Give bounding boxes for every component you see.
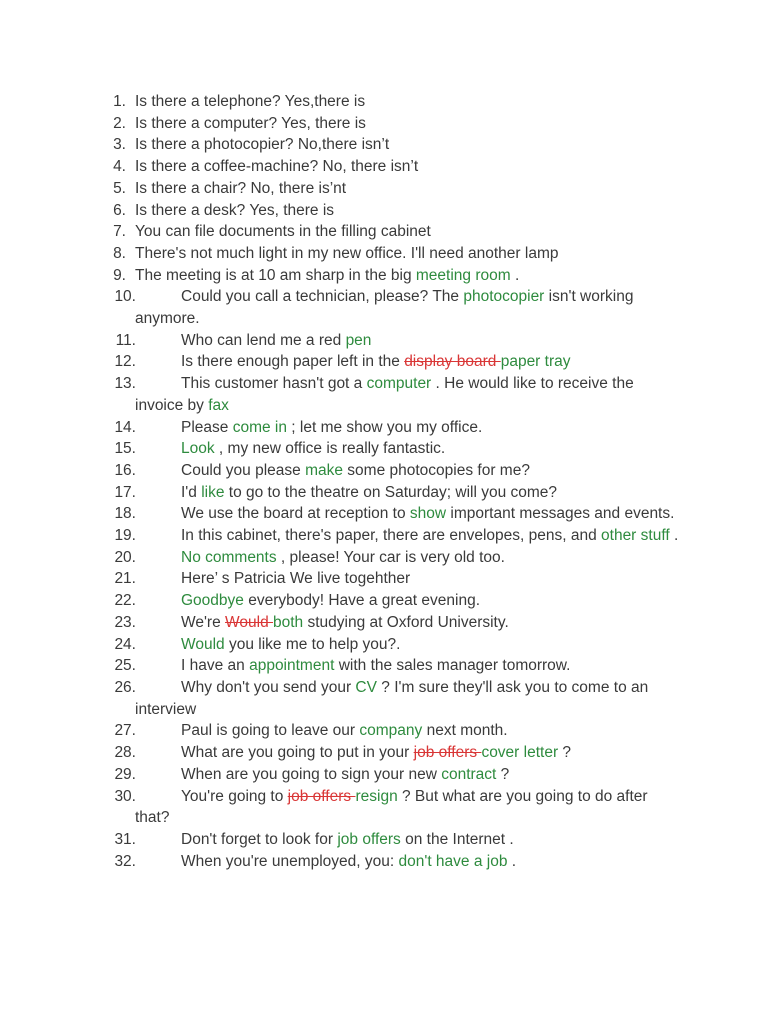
sentence-text: to go to the theatre on Saturday; will you come? [224, 483, 558, 501]
sentence-text: . [507, 852, 517, 870]
sentence-text: Don't forget to look for [181, 830, 338, 848]
answer-text: Would [181, 635, 225, 653]
item-number: 24. [114, 635, 136, 653]
item-text [135, 568, 683, 590]
item-number: 7. [113, 223, 126, 241]
answer-text: show [409, 505, 447, 523]
list-item [0, 243, 768, 265]
list-item [0, 351, 768, 373]
item-text [135, 156, 683, 178]
sentence-text: Who can lend me a red [181, 331, 346, 349]
item-text [135, 113, 683, 135]
sentence-text: next month. [422, 722, 508, 740]
sentence-text: . [669, 527, 679, 545]
item-number: 12. [114, 353, 136, 371]
item-text [135, 417, 683, 439]
item-text [135, 243, 683, 265]
sentence-text: I have an [181, 657, 250, 675]
item-number: 16. [114, 461, 136, 479]
list-item [0, 200, 768, 222]
item-number: 10. [114, 288, 136, 306]
item-number: 15. [114, 440, 136, 458]
struck-answer-text: display board [404, 353, 501, 371]
struck-answer-text: job offers [287, 787, 356, 805]
item-number: 3. [113, 136, 126, 154]
item-number: 17. [114, 483, 136, 501]
item-text [135, 590, 683, 612]
item-text [135, 786, 683, 829]
item-text [135, 200, 683, 222]
list-item [0, 460, 768, 482]
item-text [135, 742, 683, 764]
sentence-text: Is there a telephone? Yes,there is [135, 93, 366, 110]
sentence-text: We use the board at reception to [181, 505, 410, 523]
list-item [0, 482, 768, 504]
sentence-text: ; let me show you my office. [286, 418, 483, 436]
item-number: 6. [113, 201, 126, 219]
list-item [0, 178, 768, 200]
list-item [0, 373, 768, 416]
answer-text: make [305, 461, 343, 479]
sentence-text: , my new office is really fantastic. [214, 440, 446, 458]
answer-text: both [273, 613, 304, 631]
item-number: 18. [114, 505, 136, 523]
item-number: 25. [114, 657, 136, 675]
sentence-text: with the sales manager tomorrow. [334, 657, 571, 675]
answer-text: cover letter [481, 744, 559, 762]
item-text [135, 503, 683, 525]
list-item [0, 677, 768, 720]
item-number: 8. [113, 244, 126, 262]
item-text [135, 482, 683, 504]
item-number: 11. [115, 331, 136, 349]
list-item [0, 720, 768, 742]
answer-text: computer [366, 375, 432, 393]
sentence-text: I'd [181, 483, 202, 501]
answer-text: job offers [337, 830, 401, 848]
sentence-text: Paul is going to leave our [181, 722, 360, 740]
list-item [0, 156, 768, 178]
list-item [0, 786, 768, 829]
list-item [0, 829, 768, 851]
item-number: 26. [114, 678, 136, 696]
item-text [135, 91, 683, 113]
item-number: 19. [114, 527, 136, 545]
struck-answer-text: Would [225, 613, 273, 631]
sentence-text: Please [181, 418, 233, 436]
item-number: 13. [114, 375, 136, 393]
list-item [0, 438, 768, 460]
sentence-text: . He would like to receive the invoice by [135, 375, 634, 414]
item-number: 23. [114, 613, 136, 631]
answer-text: don't have a job [398, 852, 508, 870]
sentence-text: Could you please [181, 461, 306, 479]
item-number: 5. [113, 179, 126, 197]
item-number: 9. [113, 266, 126, 284]
item-text [135, 330, 683, 352]
answer-text: Look [181, 440, 215, 458]
sentence-text: This customer hasn't got a [181, 375, 367, 393]
item-text [135, 612, 683, 634]
sentence-text: Here’ s Patricia We live togehther [181, 570, 411, 588]
answer-text: paper tray [500, 353, 571, 371]
list-item [0, 286, 768, 329]
list-item [0, 655, 768, 677]
item-text [135, 634, 683, 656]
sentence-text: ? [558, 744, 572, 762]
item-text [135, 764, 683, 786]
item-number: 4. [113, 158, 126, 176]
item-text [135, 720, 683, 742]
sentence-text: important messages and events. [446, 505, 675, 523]
item-text [135, 286, 683, 329]
item-number: 14. [114, 418, 136, 436]
answer-text: No comments [181, 548, 277, 566]
item-number: 30. [114, 787, 136, 805]
sentence-text: When you're unemployed, you: [181, 852, 399, 870]
list-item [0, 221, 768, 243]
item-text [135, 351, 683, 373]
sentence-text: We're [181, 613, 226, 631]
list-item [0, 134, 768, 156]
sentence-text: you like me to help you?. [224, 635, 401, 653]
item-number: 27. [114, 722, 136, 740]
sentence-text: Is there a coffee-machine? No, there isn’t [135, 158, 419, 176]
list-item [0, 91, 768, 113]
item-number: 22. [114, 592, 136, 610]
item-number: 28. [114, 744, 136, 762]
item-text [135, 265, 683, 287]
sentence-text: Is there a computer? Yes, there is [135, 114, 366, 132]
sentence-text: You're going to [181, 787, 288, 805]
item-text [135, 438, 683, 460]
list-item [0, 547, 768, 569]
answer-text: other stuff [601, 527, 670, 545]
item-text [135, 221, 683, 243]
answer-text: pen [345, 331, 372, 349]
item-number: 32. [114, 852, 136, 870]
sentence-text: Is there a desk? Yes, there is [135, 201, 335, 219]
list-item [0, 525, 768, 547]
sentence-text: The meeting is at 10 am sharp in the big [135, 266, 416, 284]
answer-text: Goodbye [181, 592, 244, 610]
sentence-text: studying at Oxford University. [303, 613, 509, 631]
sentence-text: ? [496, 765, 510, 783]
item-text [135, 134, 683, 156]
list-item [0, 764, 768, 786]
list-item [0, 590, 768, 612]
list-item [0, 612, 768, 634]
item-text [135, 525, 683, 547]
sentence-text: , please! Your car is very old too. [276, 548, 505, 566]
list-item [0, 568, 768, 590]
sentence-text: When are you going to sign your new [181, 765, 442, 783]
answer-text: photocopier [463, 288, 545, 306]
sentence-text: Is there a photocopier? No,there isn’t [135, 136, 390, 154]
exercise-list [0, 91, 768, 872]
sentence-text: Is there enough paper left in the [181, 353, 405, 371]
list-item [0, 634, 768, 656]
list-item [0, 851, 768, 873]
sentence-text: some photocopies for me? [343, 461, 530, 479]
list-item [0, 330, 768, 352]
sentence-text: In this cabinet, there's paper, there are envelopes, pens, and [181, 527, 602, 545]
sentence-text: There's not much light in my new office. I'll need another lamp [135, 244, 559, 262]
sentence-text: You can file documents in the filling cabinet [135, 223, 431, 241]
item-text [135, 178, 683, 200]
item-text [135, 460, 683, 482]
item-text [135, 655, 683, 677]
sentence-text: Why don't you send your [181, 678, 356, 696]
item-number: 1. [113, 93, 126, 110]
item-text [135, 547, 683, 569]
sentence-text: Is there a chair? No, there is’nt [135, 179, 347, 197]
list-item [0, 503, 768, 525]
item-number: 29. [114, 765, 136, 783]
item-number: 2. [113, 114, 126, 132]
item-number: 31. [114, 830, 136, 848]
sentence-text: isn't working anymore. [135, 288, 634, 328]
sentence-text: . [510, 266, 520, 284]
sentence-text: on the Internet . [400, 830, 514, 848]
answer-text: resign [355, 787, 398, 805]
struck-answer-text: job offers [413, 744, 482, 762]
sentence-text: What are you going to put in your [181, 744, 414, 762]
item-text [135, 829, 683, 851]
answer-text: like [201, 483, 225, 501]
answer-text: CV [355, 678, 377, 696]
list-item [0, 417, 768, 439]
answer-text: meeting room [415, 266, 511, 284]
item-text [135, 677, 683, 720]
answer-text: fax [208, 396, 229, 414]
item-number: 20. [114, 548, 136, 566]
item-number: 21. [114, 570, 136, 588]
list-item [0, 265, 768, 287]
sentence-text: ? But what are you going to do after that? [135, 787, 648, 827]
answer-text: contract [441, 765, 497, 783]
answer-text: company [359, 722, 423, 740]
list-item [0, 742, 768, 764]
sentence-text: everybody! Have a great evening. [243, 592, 481, 610]
item-text [135, 373, 683, 416]
sentence-text: ? I'm sure they'll ask you to come to an interview [135, 678, 649, 718]
list-item [0, 113, 768, 135]
answer-text: appointment [249, 657, 335, 675]
item-text [135, 851, 683, 873]
answer-text: come in [232, 418, 287, 436]
sentence-text: Could you call a technician, please? The [181, 288, 464, 306]
